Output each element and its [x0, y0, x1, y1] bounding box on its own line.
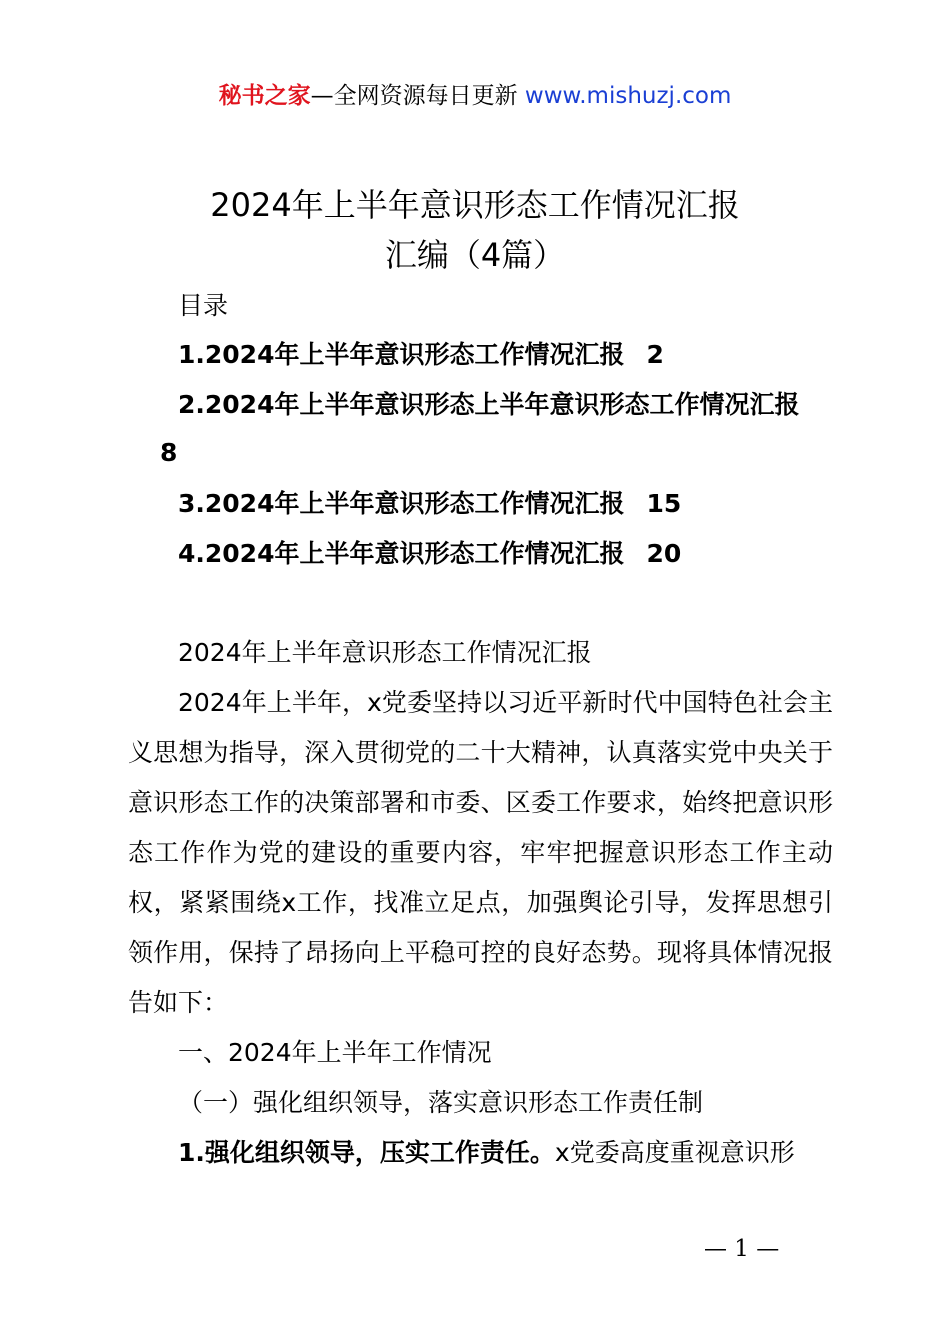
paragraph-item-1	[178, 1136, 795, 1170]
toc-item-2-page[interactable]: 8	[160, 438, 178, 467]
site-url-link[interactable]: www.mishuzj.com	[524, 83, 732, 109]
toc-item-page: 15	[646, 489, 682, 518]
site-header	[0, 80, 950, 112]
item-text: x党委高度重视意识形	[554, 1138, 795, 1167]
toc-item-title: 3.2024年上半年意识形态工作情况汇报	[178, 489, 625, 518]
intro-paragraph: 2024年上半年，x党委坚持以习近平新时代中国特色社会主义思想为指导，深入贯彻党的二十大精神，认真落实党中央关于意识形态工作的决策部署和市委、区委工作要求，始终把意识形态工作作为党的建设的重要内容，牢牢把握意识形态工作主动权，紧紧围绕x工作，找准立足点，加强舆论引导，发挥思想引领作用，保持了昂扬向上平稳可控的良好态势。现将具体情况报告如下：	[128, 688, 833, 1017]
brand-name: 秘书之家	[218, 83, 311, 109]
heading-level1: 一、2024年上半年工作情况	[178, 1038, 492, 1067]
item-lead-bold: 1.强化组织领导，压实工作责任。	[178, 1138, 555, 1167]
toc-item-1[interactable]	[178, 338, 664, 372]
page-number: — 1 —	[704, 1236, 780, 1262]
toc-item-2[interactable]	[178, 388, 799, 422]
toc-item-page: 20	[646, 539, 682, 568]
toc-item-page: 2	[646, 340, 664, 369]
document-title-line2: 汇编（4篇）	[384, 236, 566, 274]
toc-item-title: 2.2024年上半年意识形态上半年意识形态工作情况汇报	[178, 390, 800, 419]
section-title: 2024年上半年意识形态工作情况汇报	[178, 638, 592, 667]
toc-item-title: 4.2024年上半年意识形态工作情况汇报	[178, 539, 625, 568]
header-tagline: —全网资源每日更新	[310, 83, 525, 109]
toc-heading: 目录	[178, 291, 229, 320]
toc-item-4[interactable]	[178, 537, 681, 571]
document-title-line1: 2024年上半年意识形态工作情况汇报	[210, 186, 740, 224]
heading-level2: （一）强化组织领导，落实意识形态工作责任制	[178, 1088, 704, 1117]
toc-item-title: 1.2024年上半年意识形态工作情况汇报	[178, 340, 625, 369]
toc-item-3[interactable]	[178, 487, 681, 521]
